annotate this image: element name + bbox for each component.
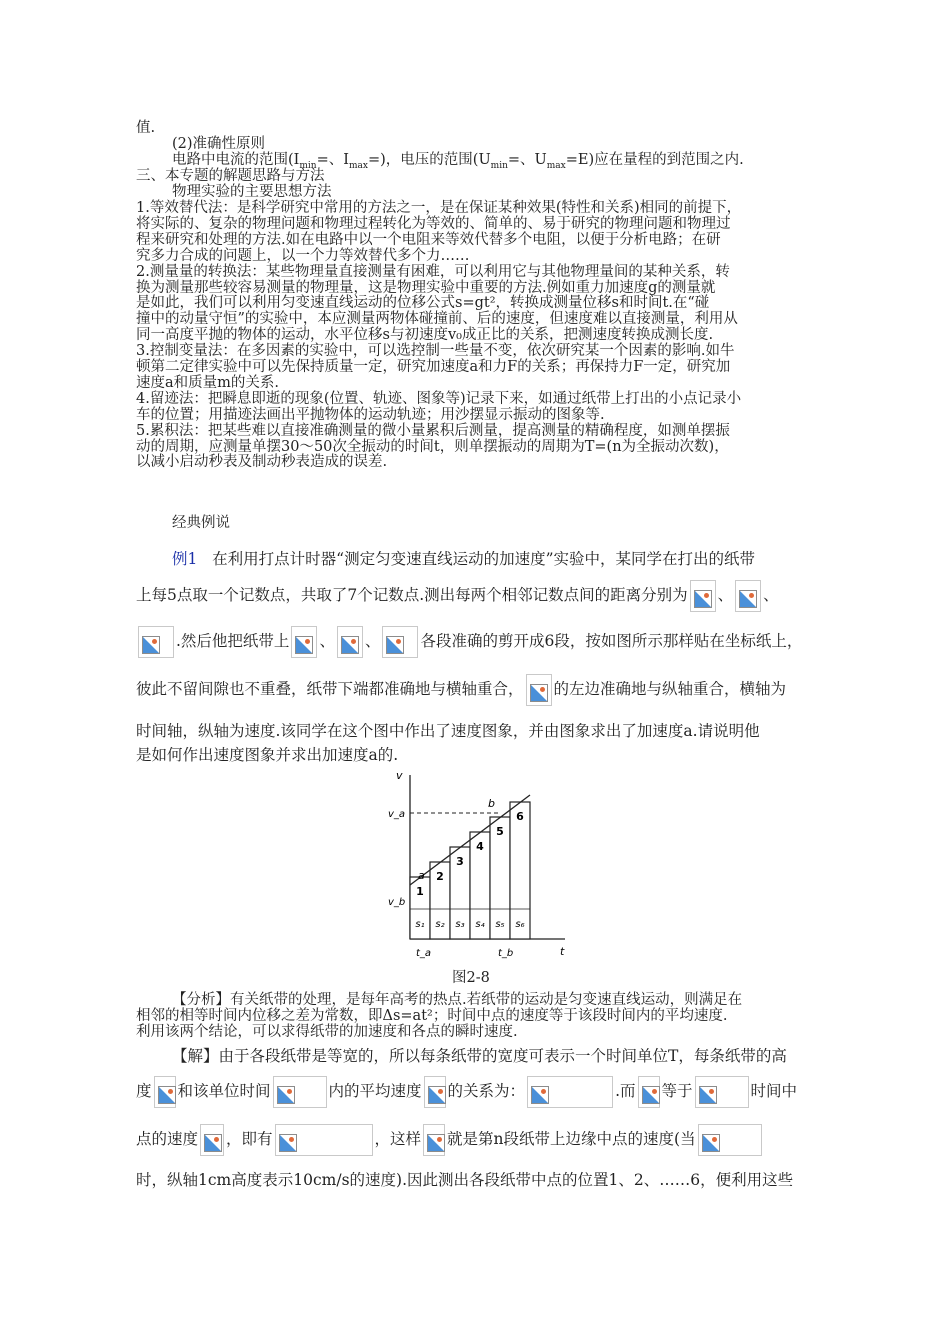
- formula-image-placeholder: [273, 1076, 327, 1108]
- formula-image-placeholder: [200, 1124, 224, 1156]
- strips-group: [410, 802, 530, 939]
- v-axis-label: v: [396, 769, 403, 782]
- formula-image-placeholder: [690, 580, 716, 612]
- method-line: 是如此，我们可以利用匀变速直线运动的位移公式s=gt²，转换成测量位移s和时间t.在“碰: [136, 295, 710, 312]
- strip-number: 4: [476, 840, 484, 853]
- analysis-tag: 【分析】: [172, 992, 230, 1008]
- segment-label: s₆: [515, 919, 525, 930]
- velocity-time-figure: [380, 765, 580, 965]
- point-b-label: b: [488, 797, 495, 810]
- point-a-label: a: [418, 869, 425, 882]
- text-line: 电路中电流的范围($I_{min}=$、$I_{max}=$)，电压的范围($U_{min}=$、$U_{max}=E$)应在量程的到范围之内.: [172, 152, 744, 171]
- analysis-line: 【分析】有关纸带的处理，是每年高考的热点.若纸带的运动是匀变速直线运动，则满足在: [172, 992, 743, 1008]
- segment-label: s₄: [475, 919, 485, 930]
- text-line: 物理实验的主要思想方法: [172, 184, 332, 200]
- example-line: 彼此不留间隙也不重叠，纸带下端都准确地与横轴重合， 的左边准确地与纵轴重合，横轴为: [136, 672, 786, 706]
- segment-label: s₁: [415, 919, 425, 930]
- formula-image-placeholder: [735, 580, 761, 612]
- method-line: 车的位置；用描迹法画出平抛物体的运动轨迹；用沙摆显示振动的图象等.: [136, 406, 605, 423]
- formula-image-placeholder: [382, 626, 418, 658]
- segment-label: s₃: [455, 919, 465, 930]
- method-line: 究多力合成的问题上，以一个力等效替代多个力……: [136, 247, 470, 264]
- method-line: 顿第二定律实验中可以先保持质量一定，研究加速度a和力F的关系；再保持力F一定，研究加: [136, 359, 731, 375]
- tb-label: t_b: [498, 948, 514, 959]
- text-line: 值.: [136, 120, 156, 136]
- formula-image-placeholder: [138, 626, 174, 658]
- example-line: 例1 在利用打点计时器“测定匀变速直线运动的加速度”实验中，某同学在打出的纸带: [172, 550, 756, 568]
- method-line: 速度a和质量m的关系.: [136, 374, 280, 391]
- example-line: 时间轴，纵轴为速度.该同学在这个图中作出了速度图象，并由图象求出了加速度a.请说明他: [136, 722, 760, 740]
- segment-label: s₅: [495, 919, 505, 930]
- solution-line: 时，纵轴1cm高度表示10cm/s的速度).因此测出各段纸带中点的位置1、2、……6，便利用这些: [136, 1171, 794, 1189]
- formula-image-placeholder: [698, 1124, 762, 1156]
- strip-number: 5: [496, 825, 504, 838]
- method-line: 1.等效替代法：是科学研究中常用的方法之一，是在保证某种效果(特性和关系)相同的前提下，: [136, 200, 742, 216]
- va-label: v_a: [388, 809, 406, 820]
- formula-image-placeholder: [638, 1076, 660, 1108]
- ta-label: t_a: [416, 948, 432, 959]
- solution-line: 【解】由于各段纸带是等宽的，所以每条纸带的宽度可表示一个时间单位T，每条纸带的高: [172, 1047, 787, 1065]
- solution-line: 度 和该单位时间 内的平均速度 的关系为： .而 等于 时间中: [136, 1074, 797, 1108]
- formula-image-placeholder: [423, 1124, 445, 1156]
- solution-line: 点的速度 ，即有 ，这样 就是第n段纸带上边缘中点的速度(当: [136, 1122, 764, 1156]
- vb-label: v_b: [388, 897, 406, 908]
- strip-number: 3: [456, 855, 464, 868]
- method-line: 同一高度平抛的物体的运动，水平位移s与初速度v₀成正比的关系，把测速度转换成测长度.: [136, 327, 714, 344]
- example-line: 是如何作出速度图象并求出加速度a的.: [136, 746, 399, 764]
- section-heading: 三、本专题的解题思路与方法: [136, 168, 325, 184]
- example-line: 上每5点取一个记数点，共取了7个记数点.测出每两个相邻记数点间的距离分别为 、 、: [136, 578, 779, 612]
- t-axis-label: t: [560, 945, 565, 958]
- formula-image-placeholder: [154, 1076, 176, 1108]
- segment-label: s₂: [435, 919, 445, 930]
- text-line: (2)准确性原则: [172, 136, 266, 152]
- formula-image-placeholder: [695, 1076, 749, 1108]
- section-title: 经典例说: [172, 515, 230, 531]
- method-line: 2.测量量的转换法：某些物理量直接测量有困难，可以利用它与其他物理量间的某种关系，转: [136, 263, 730, 280]
- method-line: 5.累积法：把某些难以直接准确测量的微小量累积后测量，提高测量的精确程度，如测单摆振: [136, 422, 730, 439]
- formula-image-placeholder: [424, 1076, 446, 1108]
- example-label: 例1: [172, 550, 198, 568]
- strip-number: 2: [436, 870, 444, 883]
- formula-image-placeholder: [291, 626, 317, 658]
- analysis-line: 相邻的相等时间内位移之差为常数，即Δs=at²；时间中点的速度等于该段时间内的平均速度.: [136, 1008, 728, 1024]
- method-line: 程来研究和处理的方法.如在电路中以一个电阻来等效代替多个电阻，以便于分析电路；在研: [136, 231, 721, 248]
- strip-number: 6: [516, 810, 524, 823]
- figure-caption: 图2-8: [452, 970, 490, 986]
- example-line: .然后他把纸带上 、 、 各段准确的剪开成6段，按如图所示那样贴在坐标纸上，: [136, 624, 802, 658]
- method-line: 4.留迹法：把瞬息即逝的现象(位置、轨迹、图象等)记录下来，如通过纸带上打出的小点记录小: [136, 390, 742, 407]
- formula-image-placeholder: [527, 1076, 613, 1108]
- method-line: 以减小启动秒表及制动秒表造成的误差.: [136, 454, 388, 471]
- method-line: 3.控制变量法：在多因素的实验中，可以选控制一些量不变，依次研究某一个因素的影响.如牛: [136, 343, 735, 360]
- method-line: 动的周期，应测量单摆30～50次全振动的时间t，则单摆振动的周期为T=(n为全振动次数)，: [136, 438, 729, 455]
- solution-tag: 【解】: [172, 1047, 219, 1065]
- strip-number: 1: [416, 885, 424, 898]
- method-line: 将实际的、复杂的物理问题和物理过程转化为等效的、简单的、易于研究的物理问题和物理过: [136, 215, 731, 232]
- formula-image-placeholder: [526, 674, 552, 706]
- method-line: 撞中的动量守恒”的实验中，本应测量两物体碰撞前、后的速度，但速度难以直接测量，利用从: [136, 311, 738, 328]
- analysis-line: 利用该两个结论，可以求得纸带的加速度和各点的瞬时速度.: [136, 1024, 518, 1040]
- formula-image-placeholder: [275, 1124, 373, 1156]
- method-line: 换为测量那些较容易测量的物理量，这是物理实验中重要的方法.例如重力加速度g的测量就: [136, 279, 716, 296]
- formula-image-placeholder: [337, 626, 363, 658]
